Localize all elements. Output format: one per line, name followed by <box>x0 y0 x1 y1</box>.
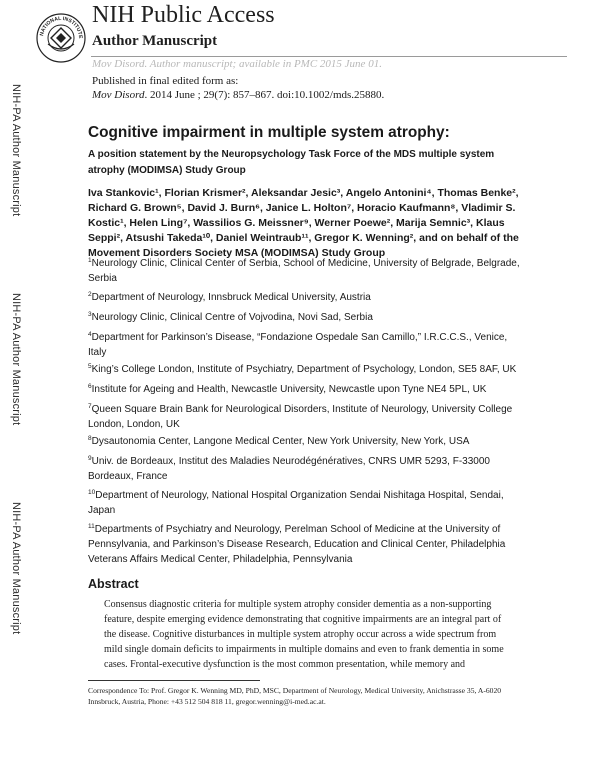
logo-lettering: NATIONAL INSTITUTE <box>39 15 84 39</box>
abstract-heading: Abstract <box>88 577 139 591</box>
affiliation-10: $^{10}$Department of Neurology, National Hospital Organization Sendai Nishitaga Hospital, Sendai, Japan <box>88 489 504 516</box>
affiliation-5: $^5$King’s College London, Institute of Psychiatry, Department of Psychology, London, SE5 8AF, UK <box>88 363 517 375</box>
nih-logo <box>36 4 86 68</box>
author-list: Iva Stankovic¹, Florian Krismer², Aleksandar Jesic³, Angelo Antonini⁴, Thomas Benke², Richard G. Brown⁵, David J. Burn⁶, Janice L. Holton⁷, Horacio Kaufmann⁸, Vladimir S. Kostic¹, Helen Ling⁷, Wassilios G. Meissner⁹, Werner Poewe², Marija Semnic³, Klaus Seppi², Atsushi Takeda¹⁰, Daniel Weintraub¹¹, Gregor K. Wenning², and on behalf of the Movement Disorders Society MSA (MODIMSA) Study Group <box>88 187 519 259</box>
published-in-label: Published in final edited form as: <box>92 75 239 87</box>
journal-name: Mov Disord <box>92 89 145 101</box>
footnote-divider <box>88 680 260 681</box>
affiliation-7: $^7$Queen Square Brain Bank for Neurological Disorders, Institute of Neurology, University College London, London, UK <box>88 403 513 430</box>
affiliation-3: $^3$Neurology Clinic, Clinical Centre of Vojvodina, Novi Sad, Serbia <box>88 311 373 323</box>
header-subtitle: Author Manuscript <box>92 33 218 49</box>
abstract-body: Consensus diagnostic criteria for multiple system atrophy consider dementia as a non-supporting feature, despite emerging evidence demonstrating that cognitive impairments are an integral part of the disease. Cognitive disturbances in multiple system atrophy occur across a wide spectrum from mild single domain deficits to impairments in multiple domains and even to frank dementia in some cases. Frontal-executive dysfunction is the most common presentation, while memory and <box>104 599 504 670</box>
header-title: NIH Public Access <box>92 2 275 28</box>
affiliation-8: $^8$Dysautonomia Center, Langone Medical Center, New York University, New York, USA <box>88 435 470 447</box>
affiliation-1: $^1$Neurology Clinic, Clinical Center of Serbia, School of Medicine, University of Belgrade, Belgrade, Serbia <box>88 257 520 284</box>
publication-details <box>92 88 384 102</box>
correspondence-footnote: Correspondence To: Prof. Gregor K. Wenning MD, PhD, MSC, Department of Neurology, Medical University, Anichstrasse 35, A-6020 Innsbruck, Austria, Phone: +43 512 504 818 11, gregor.wenning@i-med.ac.at. <box>88 686 502 706</box>
affiliation-4: $^4$Department for Parkinson’s Disease, “Fondazione Ospedale San Camillo,” I.R.C.C.S., Venice, Italy <box>88 331 508 358</box>
affiliation-2: $^2$Department of Neurology, Innsbruck Medical University, Austria <box>88 291 371 303</box>
affiliation-9: $^9$Univ. de Bordeaux, Institut des Maladies Neurodégénératives, CNRS UMR 5293, F-33000 Bordeaux, France <box>88 455 490 482</box>
article-title: Cognitive impairment in multiple system atrophy: <box>88 124 450 141</box>
citation-banner: Mov Disord. Author manuscript; available in PMC 2015 June 01. <box>92 58 382 70</box>
publication-info: . 2014 June ; 29(7): 857–867. doi:10.1002/mds.25880. <box>144 89 385 101</box>
article-subtitle: A position statement by the Neuropsychology Task Force of the MDS multiple system atrophy (MODIMSA) Study Group <box>88 149 495 176</box>
affiliation-11: $^{11}$Departments of Psychiatry and Neurology, Perelman School of Medicine at the University of Pennsylvania, and Parkinson’s Disease Research, Education and Clinical Center, Philadelphia Veterans Affairs Medical Center, Philadelphia, Pennsylvania <box>88 523 506 565</box>
affiliation-6: $^6$Institute for Ageing and Health, Newcastle University, Newcastle upon Tyne NE4 5PL, UK <box>88 383 487 395</box>
header-divider <box>91 56 567 57</box>
